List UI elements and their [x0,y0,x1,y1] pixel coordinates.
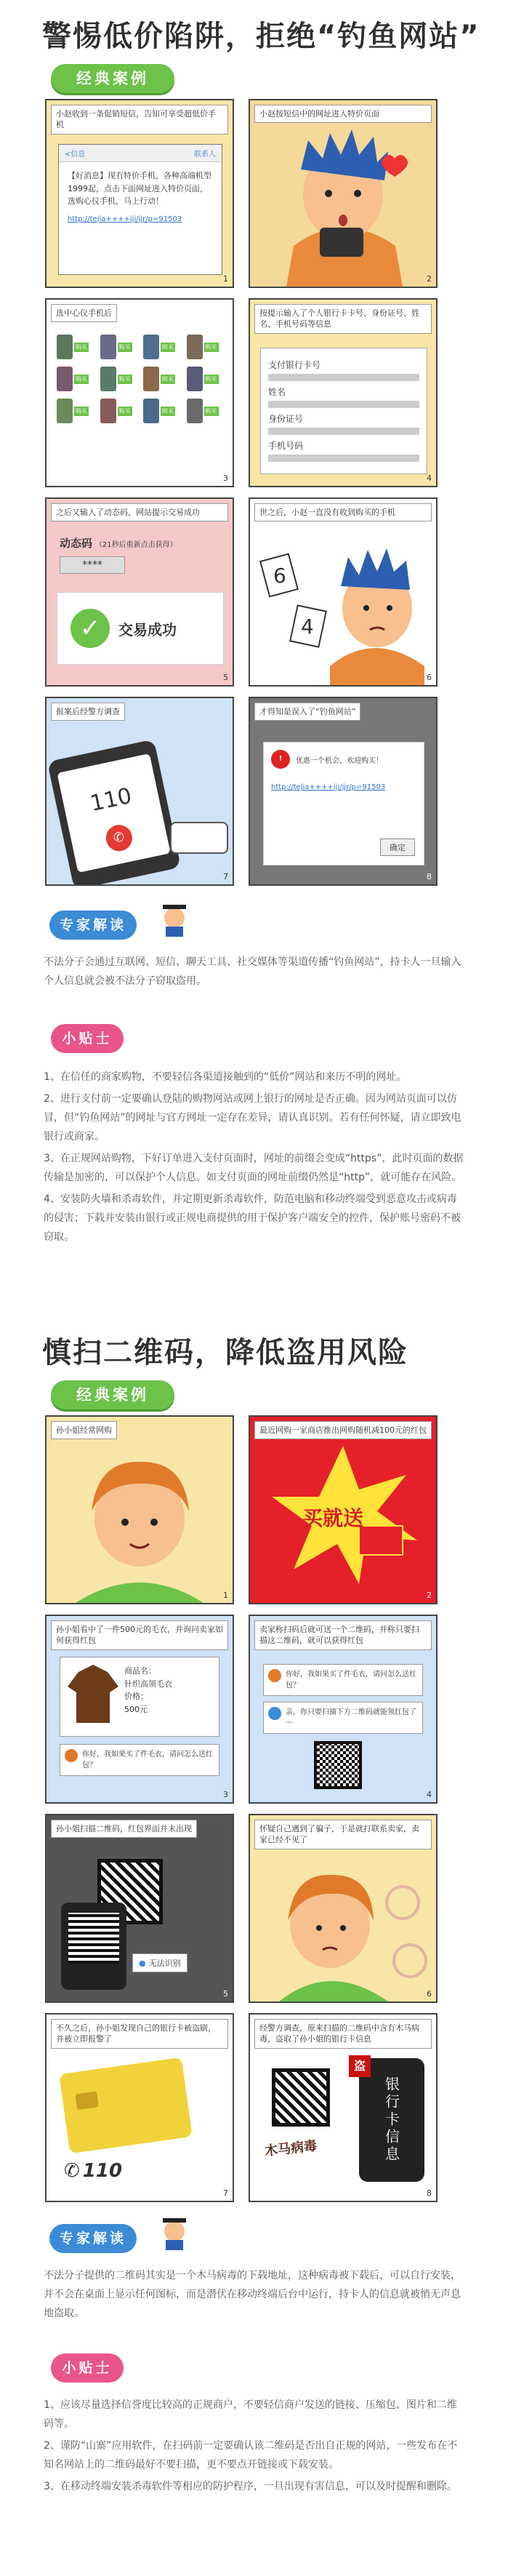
product-item[interactable]: 购买 [143,335,181,359]
sweater-icon [68,1665,118,1723]
product-item[interactable]: 购买 [100,335,138,359]
phone-number-field[interactable] [268,455,419,462]
code-hint: （21秒后重新点击获得） [94,541,177,549]
product-item[interactable]: 购买 [143,367,181,391]
dialog-title: 优惠一个机会，欢迎购买！ [296,756,383,765]
panel-number: 3 [223,473,228,483]
product-item[interactable]: 购买 [57,399,94,423]
id-number-field[interactable] [268,428,419,435]
avatar [65,1749,78,1762]
success-box [57,592,224,665]
panel-caption: 孙小姐经常网购 [51,1421,117,1439]
expert-tag: 专家解读 [49,2224,137,2253]
comic-panel-5 [45,1814,234,2003]
expert-text: 不法分子提供的二维码其实是一个木马病毒的下载地址，这种病毒被下载后，可以自行安装，并不会在桌面上显示任何图标，而是潜伏在移动终端后台中运行，持卡人的信息就被悄无声息地盗取。 [44,2270,461,2319]
panel-caption: 世之后，小赵一直没有收到购买的手机 [254,503,432,521]
panel-number: 2 [427,1591,432,1600]
dialed-number: 110 [88,783,134,817]
comic-panel-1 [45,1415,234,1604]
name-field[interactable] [268,401,419,408]
confirm-button[interactable]: 确定 [380,839,415,856]
panel-caption: 按提示输入了个人银行卡卡号、身份证号、姓名、手机号码等信息 [254,304,432,334]
comic-panel-8 [249,697,438,886]
expert-tag: 专家解读 [49,911,137,940]
professor-icon [153,895,196,938]
phone-number-label: 手机号码 [268,441,304,451]
tip-item: 3、在正规网站购物，下好订单进入支付页面时，网址的前缀会变成“https”，此时页面的数据传输是加密的，可以保护个人信息。如支付页面的网址前缀仍然是“http”，就可能存在风险。 [44,1153,464,1183]
panel-number: 5 [223,1989,228,1999]
comic-panel-7 [45,697,234,886]
price-label: 价格： [124,1692,148,1702]
panel-caption: 小赵按短信中的网址进入特价页面 [254,105,432,123]
product-item[interactable]: 购买 [187,367,225,391]
item-label: 商品名： [124,1666,156,1676]
panel-number: 8 [427,872,432,881]
chat-text: 亲，你只要扫描下方二维码就能领红包了～ [286,1708,416,1727]
comic-grid-1 [45,99,438,886]
info-icon: ● [139,1958,146,1968]
comic-panel-3 [45,298,234,487]
svg-text:6: 6 [273,564,286,588]
tips-tag: 小贴士 [51,2353,124,2383]
avatar [268,1707,281,1720]
burst-text: 买就送 [302,1506,364,1530]
comic-panel-1 [45,99,234,288]
comic-panel-5 [45,497,234,687]
panel-caption: 怀疑自己遇到了骗子，于是就打联系卖家，卖家已经不见了 [254,1820,432,1849]
panel-caption: 经警方调查，原来扫描的二维码中含有木马病毒，盗取了孙小姐的银行卡信息 [254,2019,432,2049]
waiting-man-illustration [250,499,436,685]
tip-item: 1、在信任的商家购物，不要轻信各渠道接触到的“低价”网站和来历不明的网址。 [44,1071,407,1083]
sms-body: 【好消息】现有特价手机，各种高端机型1999起，点击下面网址进入特价页面，选购心仪手机，马上行动！ [68,171,211,207]
police-car-icon [170,822,228,854]
panel-caption: 卖家称扫码后就可送一个二维码，并称只要扫描这二维码，就可以获得红包 [254,1620,432,1650]
chat-bubble [263,1702,423,1734]
chat-text: 你好，我如果买了件毛衣，请问怎么送红包？ [286,1671,416,1689]
product-item[interactable]: 购买 [143,399,181,423]
sms-link[interactable]: http://tejia++++iji/jjr/p=91503 [68,215,182,223]
comic-panel-2 [249,1415,438,1604]
comic-panel-3 [45,1615,234,1804]
product-item[interactable]: 购买 [100,399,138,423]
section1-title: 警惕低价陷阱，拒绝“钓鱼网站” [42,20,480,53]
product-item[interactable]: 购买 [100,367,138,391]
phone-device [47,739,181,886]
panel-caption: 最近网购一家商店推出网购随机减100元的红包 [254,1421,432,1439]
dynamic-code-area [57,531,224,578]
call-screen [57,753,170,873]
section2-title: 慎扫二维码，降低盗用风险 [42,1336,408,1369]
panel-number: 1 [223,1591,228,1600]
product-item[interactable]: 购买 [57,335,94,359]
product-item[interactable]: 购买 [187,399,225,423]
case-tag: 经典案例 [51,64,174,93]
panel-caption: 选中心仪手机后 [51,304,117,322]
panel-number: 6 [427,1989,432,1999]
panel-number: 7 [223,872,228,881]
comic-panel-2 [249,99,438,288]
expert-text: 不法分子会通过互联网、短信、聊天工具、社交媒体等渠道传播“钓鱼网站”，持卡人一旦输入个人信息就会被不法分子窃取盗用。 [44,956,461,987]
panel-caption: 之后又输入了动态码，网站提示交易成功 [51,503,228,521]
man-illustration [250,100,436,287]
phone-icon: ✆ [64,2160,80,2182]
tip-item: 4、安装防火墙和杀毒软件，并定期更新杀毒软件，防范电脑和移动终端受到恶意攻击或病毒的侵害；下载并安装由银行或正规电商提供的用于保护客户端安全的控件，保护账号密码不被窃取。 [44,1193,461,1243]
phone-device [61,1903,126,1990]
chat-bubble [263,1664,423,1696]
panel-caption: 才得知是误入了“钓鱼网站” [254,703,360,721]
comic-panel-8 [249,2013,438,2202]
product-info [124,1665,172,1729]
product-card[interactable] [60,1657,219,1737]
case-tag: 经典案例 [51,1380,174,1409]
warning-dialog [263,742,424,865]
panel-number: 4 [427,1790,432,1799]
product-item[interactable]: 购买 [57,367,94,391]
panel-caption: 报案后经警方调查 [51,703,125,721]
panel-number: 5 [223,673,228,682]
chat-text: 你好，我如果买了件毛衣，请问怎么送红包？ [82,1751,213,1769]
card-number-label: 支付银行卡号 [268,360,321,370]
name-label: 姓名 [268,387,286,397]
steal-stamp: 盗 [349,2055,371,2077]
tips-tag: 小贴士 [51,1024,124,1053]
panel-caption: 不久之后，孙小姐发现自己的银行卡被盗刷，并被立即报警了 [51,2019,228,2049]
dialog-link[interactable]: http://tejia++++iji/jjr/p=91503 [271,783,386,791]
tip-item: 2、进行支付前一定要确认登陆的购物网站或网上银行的网址是否正确。因为网站页面可以仿冒，但“钓鱼网站”的网址与官方网址一定存在差异，请认真识别。若有任何怀疑，请立即致电银行或商家。 [44,1093,461,1143]
comic-panel-7 [45,2013,234,2202]
phone-header [59,145,222,162]
code-input[interactable]: **** [60,556,125,574]
bank-card-icon [59,2057,193,2154]
virus-label: 木马病毒 [264,2138,318,2159]
phone-product-grid [57,335,224,423]
panel-caption: 孙小姐扫描二维码，红包界面并未出现 [51,1820,197,1838]
id-number-label: 身份证号 [268,414,304,424]
chat-bubble [60,1744,219,1776]
panel-number: 2 [427,274,432,284]
dialog-header [271,750,416,769]
hangup-icon[interactable]: ✆ [104,823,135,854]
tip-item: 3、在移动终端安装杀毒软件等相应的防护程序，一旦出现有害信息，可以及时提醒和删除。 [44,2481,457,2492]
dialed-number: 110 [82,2160,123,2182]
item-name: 针织高领毛衣 [124,1679,172,1689]
tips-list [44,1068,465,1249]
alert-icon: ! [271,750,290,769]
code-label: 动态码 [60,537,93,550]
panel-number: 7 [223,2188,228,2198]
tips-list [44,2396,465,2499]
qr-preview [68,1913,119,1964]
tip-item: 1、应该尽量选择信誉度比较高的正规商户，不要轻信商户发送的链接、压缩包、图片和二维码等。 [44,2399,457,2430]
panel-caption: 小赵收到一条促销短信，告知可享受超低价手机 [51,105,228,135]
comic-grid-2 [45,1415,438,2202]
comic-panel-4 [249,1615,438,1804]
professor-icon [153,2208,196,2252]
panel-number: 4 [427,473,432,483]
comic-panel-6 [249,1814,438,2003]
card-number-field[interactable] [268,374,419,381]
product-item[interactable]: 购买 [187,335,225,359]
phone-card-info: 银行卡信息 [359,2058,424,2182]
panel-number: 8 [427,2188,432,2198]
panel-caption: 孙小姐看中了一件500元的毛衣，并询问卖家如何获得红包 [51,1620,228,1650]
qr-code-icon [272,2068,330,2127]
avatar [268,1669,281,1682]
woman-illustration [47,1417,233,1603]
bank-info-form [260,348,427,474]
item-price: 500元 [124,1704,148,1714]
contact-link[interactable]: 联系人 [194,151,216,159]
phone-screen [58,144,222,275]
panel-number: 6 [427,673,432,682]
comic-panel-4 [249,298,438,487]
tip-item: 2、谨防“山寨”应用软件，在扫码前一定要确认该二维码是否出自正规的网站，一些发布在不知名网站上的二维码最好不要扫描，更不要点开链接或下载安装。 [44,2440,458,2471]
checkmark-icon: ✓ [70,609,110,648]
qr-code-icon[interactable] [314,1741,362,1789]
comic-panel-6 [249,497,438,687]
panel-number: 3 [223,1790,228,1799]
scan-result-box [132,1953,188,1972]
back-link[interactable]: <信息 [65,151,86,159]
success-text: 交易成功 [118,620,177,639]
scan-result-text: 无法识别 [148,1959,181,1968]
panel-number: 1 [223,274,228,284]
emergency-call [64,2160,122,2182]
svg-text:4: 4 [301,615,314,639]
